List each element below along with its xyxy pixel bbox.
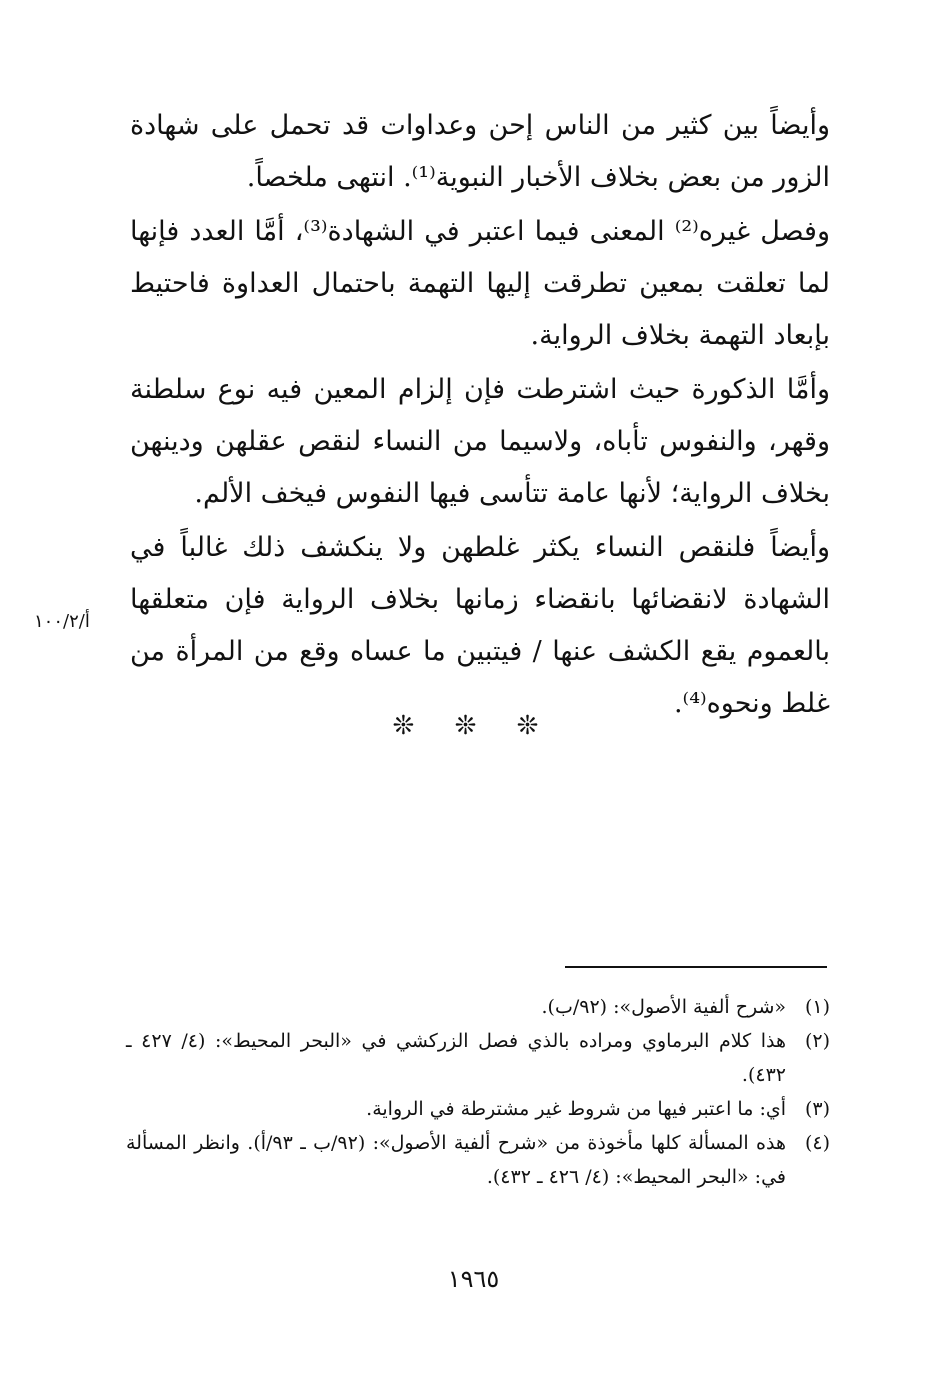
footnote-1 bbox=[126, 990, 830, 1024]
footnote-number: (٣) bbox=[804, 1098, 830, 1120]
footnote-number: (٢) bbox=[804, 1030, 830, 1052]
footnote-number: (٤) bbox=[804, 1132, 830, 1154]
footnote-text: هذا كلام البرماوي ومراده بالذي فصل الزركشي في «البحر المحيط»: (٤/ ٤٢٧ ـ ٤٣٢). bbox=[126, 1030, 786, 1086]
footnote-text: هذه المسألة كلها مأخوذة من «شرح ألفية الأصول»: (٩٢/ب ـ ٩٣/أ). وانظر المسألة في: «البحر المحيط»: (٤/ ٤٢٦ ـ ٤٣٢). bbox=[126, 1132, 787, 1188]
footnote-number: (١) bbox=[804, 996, 830, 1018]
footnote-2 bbox=[126, 1024, 830, 1092]
manuscript-folio-note: أ/١٠٠/٢ bbox=[34, 611, 90, 632]
footnotes bbox=[126, 990, 830, 1194]
footnote-divider bbox=[565, 966, 827, 968]
paragraph-1: وأيضاً بين كثير من الناس إحن وعداوات قد تحمل على شهادة الزور من بعض بخلاف الأخبار النبوية⁽¹⁾. انتهى ملخصاً. bbox=[130, 110, 830, 193]
footnote-text: أي: ما اعتبر فيها من شروط غير مشترطة في الرواية. bbox=[366, 1098, 786, 1120]
footnote-3 bbox=[126, 1092, 830, 1126]
paragraph-2: وفصل غيره⁽²⁾ المعنى فيما اعتبر في الشهادة⁽³⁾، أمَّا العدد فإنها لما تعلقت بمعين تطرقت إليها التهمة باحتمال العداوة فاحتيط بإبعاد التهمة بخلاف الرواية. bbox=[130, 216, 831, 351]
page-number: ١٩٦٥ bbox=[447, 1265, 500, 1293]
footnote-text: «شرح ألفية الأصول»: (٩٢/ب). bbox=[541, 996, 786, 1018]
main-text bbox=[130, 100, 830, 730]
section-separator: ❊ ❊ ❊ bbox=[392, 711, 555, 741]
paragraph-3: وأمَّا الذكورة حيث اشترطت فإن إلزام المعين فيه نوع سلطنة وقهر، والنفوس تأباه، ولاسيما من النساء لنقص عقلهن ودينهن بخلاف الرواية؛ لأنها عامة تتأسى فيها النفوس فيخف الألم. bbox=[130, 374, 830, 509]
paragraph-4: وأيضاً فلنقص النساء يكثر غلطهن ولا ينكشف ذلك غالباً في الشهادة لانقضائها بانقضاء زمانها بخلاف الرواية فإن متعلقها بالعموم يقع الكشف عنها / فيتبين ما عساه وقع من المرأة من غلط ونحوه⁽⁴⁾. bbox=[130, 532, 830, 719]
footnote-4 bbox=[126, 1126, 830, 1194]
